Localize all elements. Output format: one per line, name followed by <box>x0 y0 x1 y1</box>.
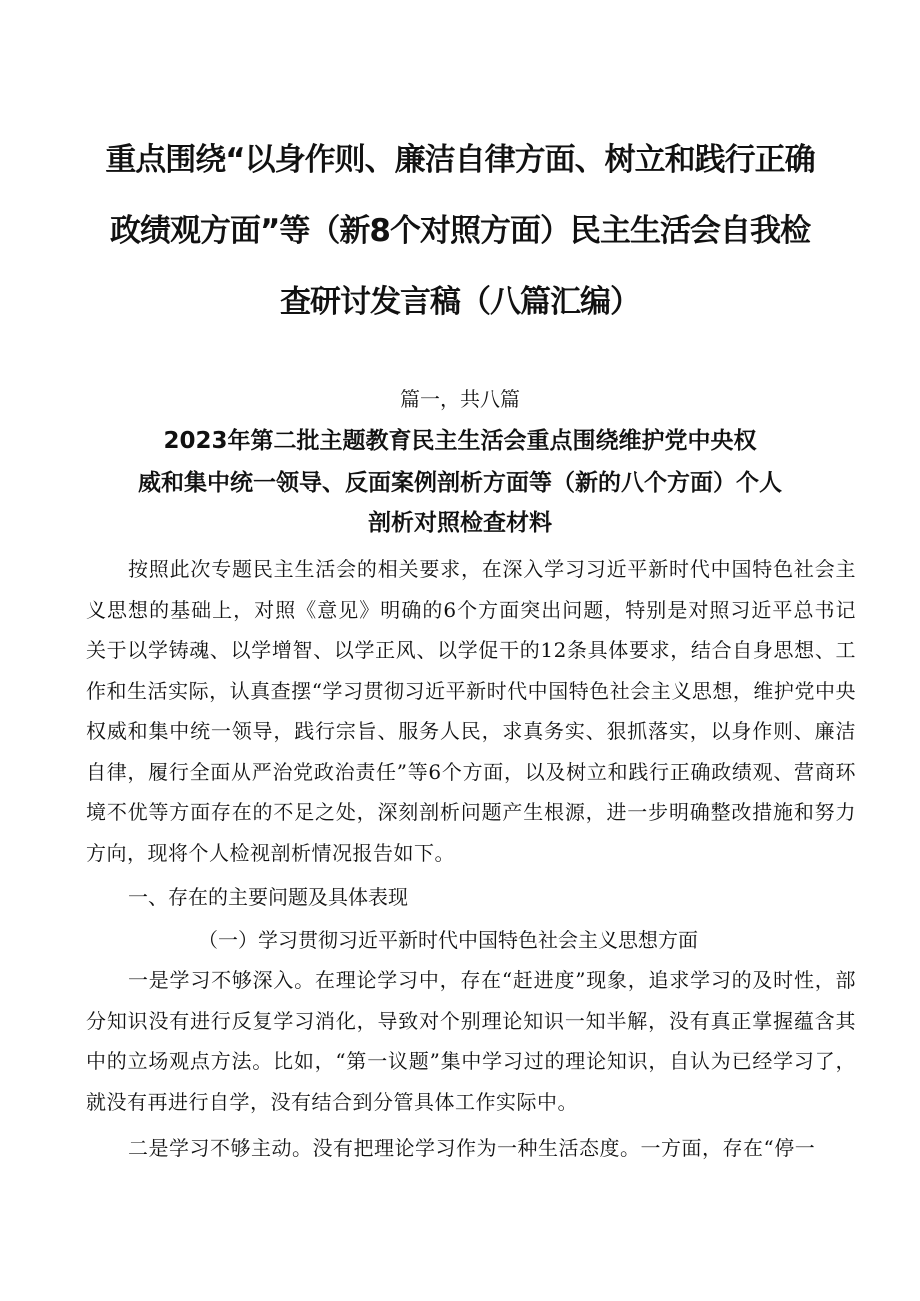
section-title-line-3: 剖析对照检查材料 <box>368 510 552 536</box>
document-title-line-2: 政绩观方面”等（新8个对照方面）民主生活会自我检 <box>110 213 810 249</box>
heading-level-1: 一、存在的主要问题及具体表现 <box>128 885 408 909</box>
section-title-line-2: 威和集中统一领导、反面案例剖析方面等（新的八个方面）个人 <box>138 470 782 496</box>
body-paragraph-1: 一是学习不够深入。在理论学习中，存在“赶进度”现象，追求学习的及时性，部分知识没有进行反复学习消化，导致对个别理论知识一知半解，没有真正掌握蕴含其中的立场观点方法。比如，“第一议题”集中学习过的理论知识，自认为已经学习了，就没有再进行自学，没有结合到分管具体工作实际中。 <box>86 968 856 1114</box>
body-paragraph-2: 二是学习不够主动。没有把理论学习作为一种生活态度。一方面，存在“停一 <box>128 1136 816 1160</box>
document-title-line-1: 重点围绕“以身作则、廉洁自律方面、树立和践行正确 <box>105 142 815 178</box>
document-title-line-3: 查研讨发言稿（八篇汇编） <box>280 284 640 320</box>
heading-level-2: （一）学习贯彻习近平新时代中国特色社会主义思想方面 <box>198 928 698 952</box>
part-label: 篇一，共八篇 <box>400 387 520 411</box>
section-title-line-1: 2023年第二批主题教育民主生活会重点围绕维护党中央权 <box>163 428 757 454</box>
intro-paragraph: 按照此次专题民主生活会的相关要求，在深入学习习近平新时代中国特色社会主义思想的基础上，对照《意见》明确的6个方面突出问题，特别是对照习近平总书记关于以学铸魂、以学增智、以学正风、以学促干的12条具体要求，结合自身思想、工作和生活实际，认真查摆“学习贯彻习近平新时代中国特色社会主义思想，维护党中央权威和集中统一领导，践行宗旨、服务人民，求真务实、狠抓落实，以身作则、廉洁自律，履行全面从严治党政治责任”等6个方面，以及树立和践行正确政绩观、营商环境不优等方面存在的不足之处，深刻剖析问题产生根源，进一步明确整改措施和努力方向，现将个人检视剖析情况报告如下。 <box>86 557 856 865</box>
